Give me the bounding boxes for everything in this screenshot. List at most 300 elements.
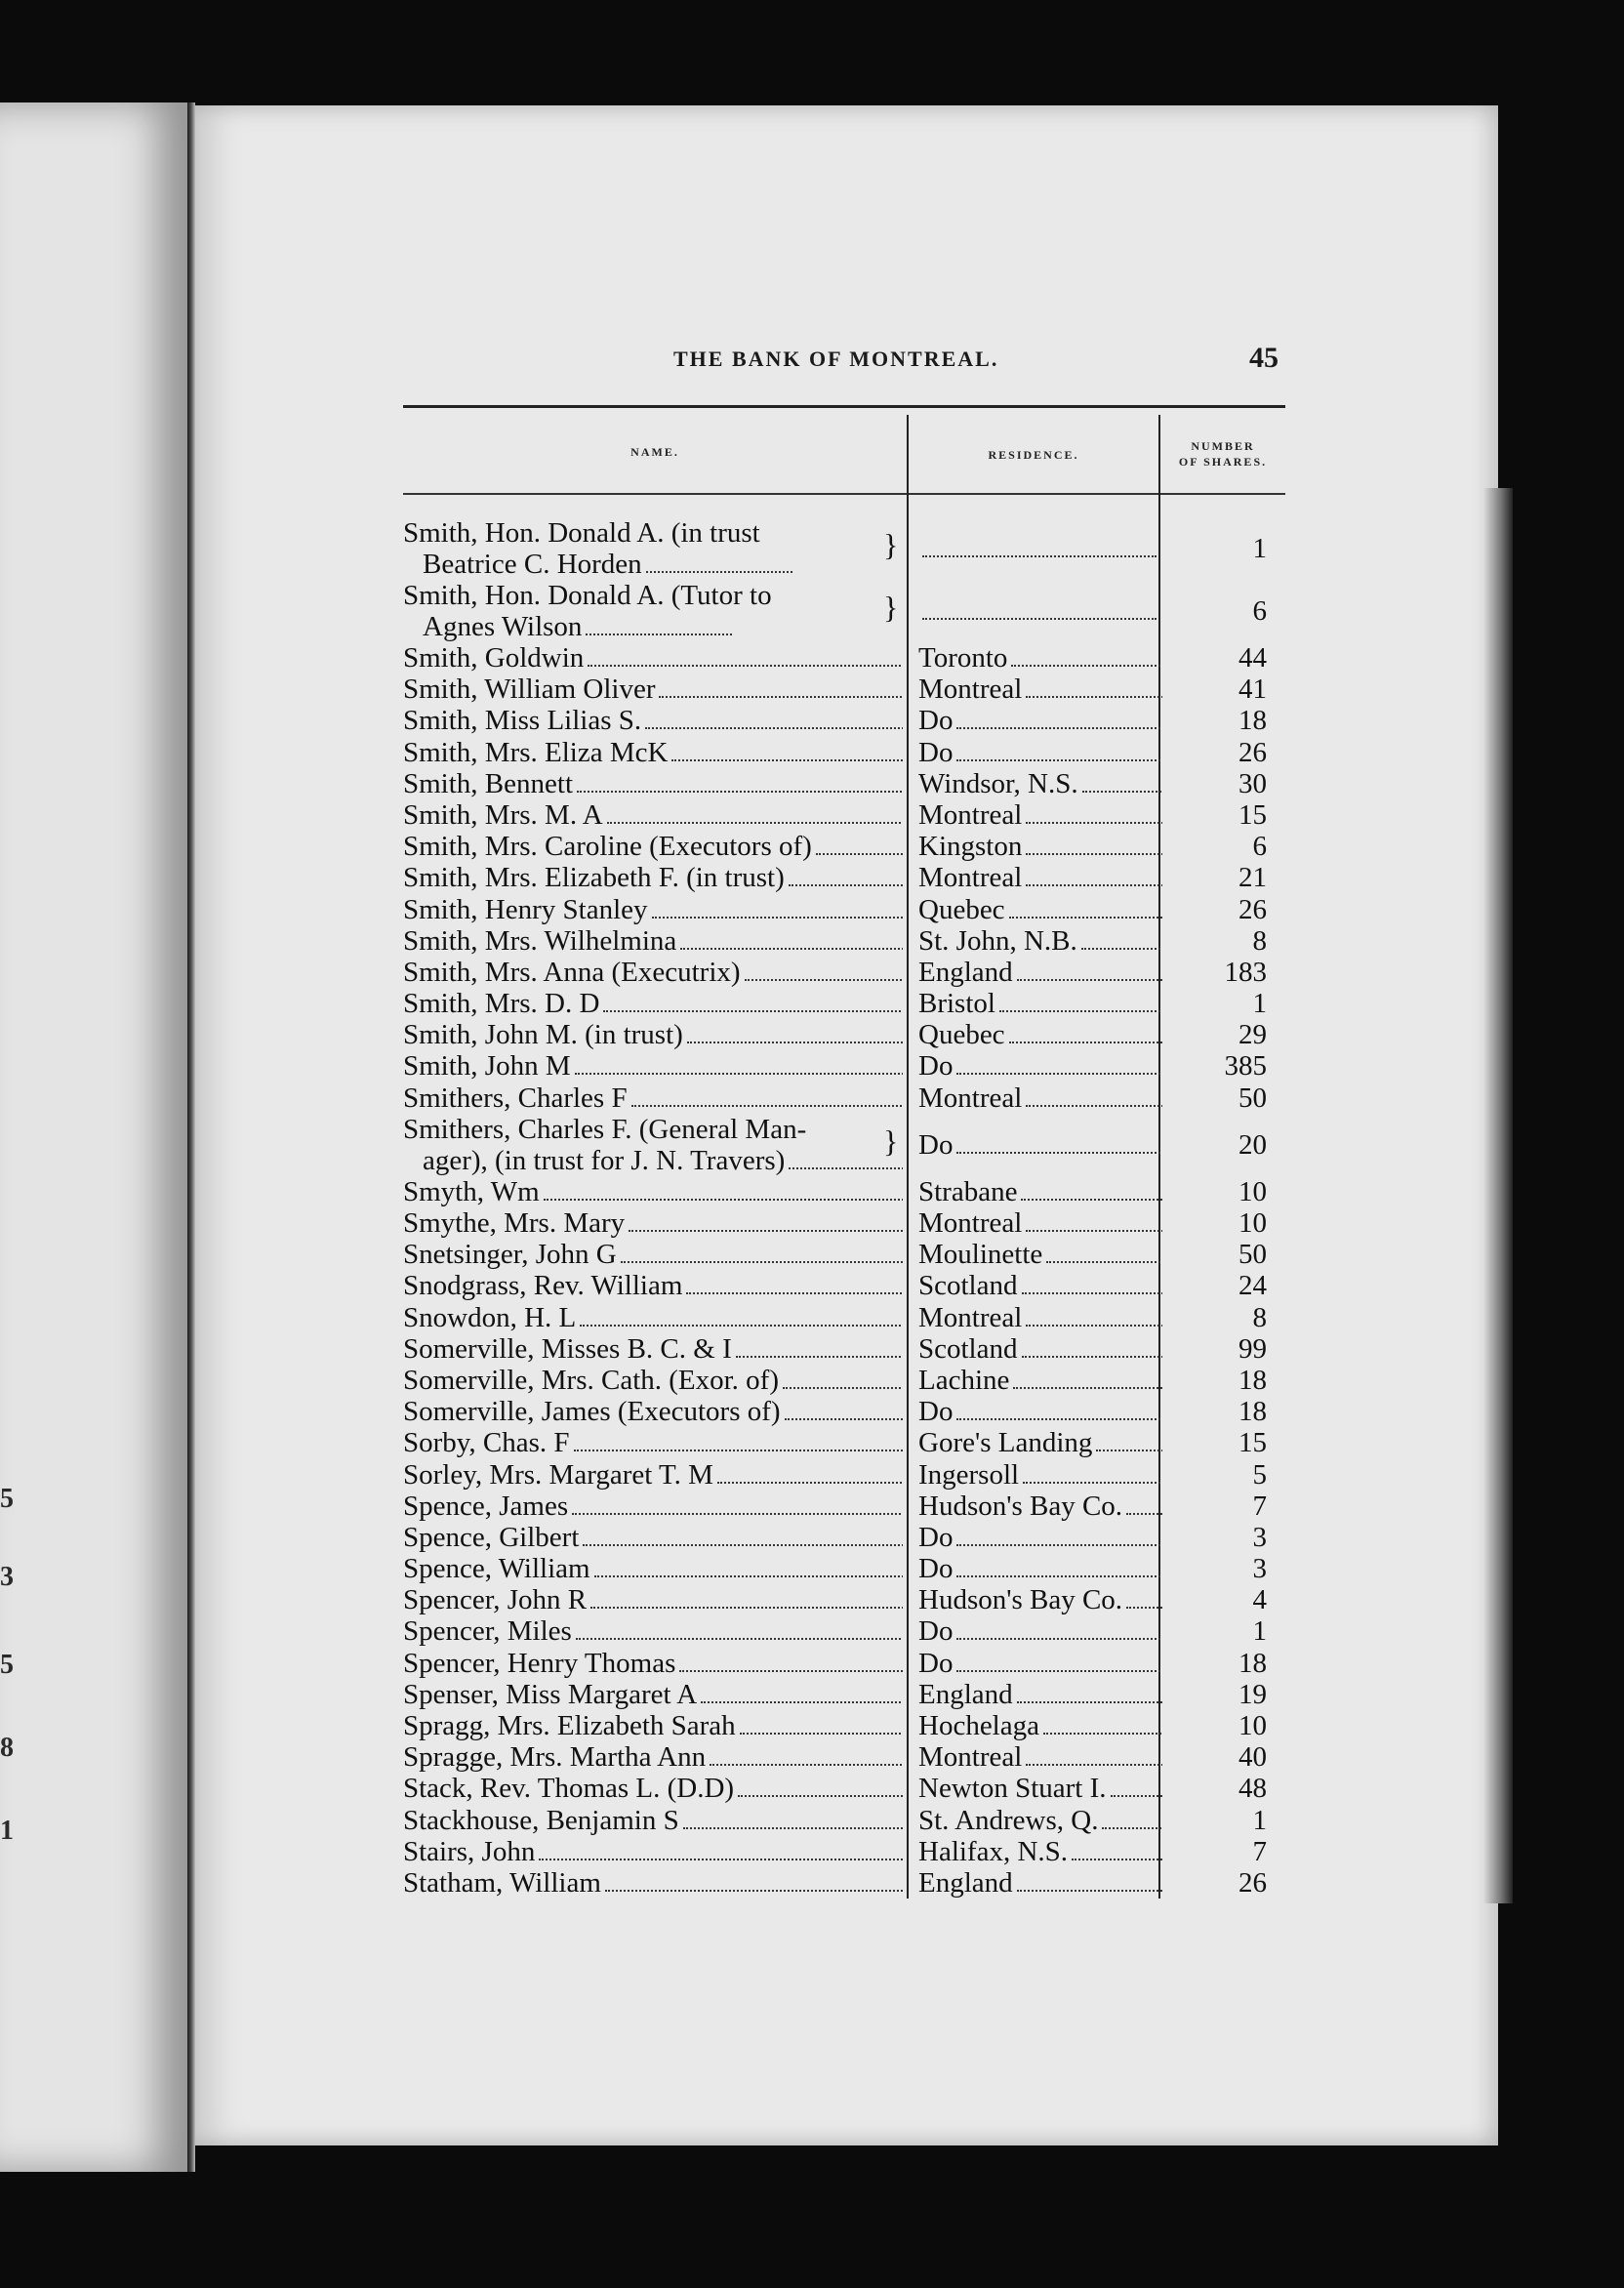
entry-name-cell	[403, 768, 903, 799]
dot-leader	[740, 1729, 903, 1735]
entry-residence: Quebec	[918, 893, 1005, 925]
entry-shares: 26	[1238, 736, 1267, 768]
table-row	[403, 1270, 1285, 1301]
entry-residence: Do	[918, 1615, 954, 1648]
dot-leader	[738, 1791, 903, 1797]
column-header-residence: RESIDENCE.	[988, 448, 1079, 462]
entry-name-cell	[403, 1176, 903, 1207]
entry-residence-cell	[918, 1773, 1162, 1804]
entry-residence: Montreal	[918, 674, 1023, 706]
entry-name-cell	[403, 799, 903, 831]
entry-residence: Do	[918, 1050, 954, 1083]
entry-name-cell	[403, 925, 903, 957]
dot-leader	[679, 1666, 903, 1672]
dot-leader	[1026, 818, 1162, 824]
dot-leader	[683, 1823, 903, 1829]
dot-leader	[1026, 1760, 1162, 1766]
dot-leader	[1111, 1791, 1163, 1797]
entry-name-cell	[403, 517, 903, 580]
entry-shares: 7	[1252, 1490, 1267, 1522]
entry-shares: 1	[1252, 533, 1267, 564]
table-row	[403, 1584, 1285, 1615]
entry-name-cell	[403, 1805, 903, 1836]
brace-icon: }	[883, 1123, 899, 1159]
entry-name: Spencer, Henry Thomas	[403, 1647, 676, 1679]
entry-residence-cell	[918, 1459, 1162, 1491]
dot-leader	[671, 756, 903, 761]
table-row	[403, 1836, 1285, 1867]
entry-shares: 10	[1238, 1207, 1267, 1239]
dot-leader	[956, 1666, 1162, 1672]
table-row	[403, 799, 1285, 831]
entry-name-cell	[403, 1648, 903, 1679]
table-row	[403, 1553, 1285, 1584]
table-row	[403, 1773, 1285, 1804]
dot-leader	[1096, 1446, 1162, 1451]
dot-leader	[607, 818, 903, 824]
table-row	[403, 1805, 1285, 1836]
entry-name-cell	[403, 1459, 903, 1491]
entry-residence: Windsor, N.S.	[918, 767, 1078, 799]
header-rule	[403, 405, 1285, 408]
dot-leader	[631, 1101, 903, 1107]
entry-name-cell	[403, 894, 903, 925]
entry-shares: 29	[1238, 1019, 1267, 1051]
table-row	[403, 1867, 1285, 1899]
dot-leader	[1126, 1509, 1162, 1515]
entry-name-cell	[403, 1553, 903, 1584]
dot-leader	[956, 1069, 1162, 1075]
entry-shares: 18	[1238, 1364, 1267, 1396]
brace-icon: }	[883, 590, 899, 625]
table-row	[403, 1679, 1285, 1710]
entry-name-cell	[403, 1239, 903, 1270]
entry-name-cell	[403, 1679, 903, 1710]
dot-leader	[645, 723, 903, 729]
entry-name: Spencer, Miles	[403, 1615, 572, 1648]
dot-leader	[717, 1478, 903, 1484]
dot-leader	[621, 1257, 903, 1263]
dot-leader	[956, 1634, 1162, 1640]
entry-residence: Kingston	[918, 831, 1023, 863]
dot-leader	[1046, 1257, 1162, 1263]
shareholder-list	[403, 517, 1285, 1899]
dot-leader	[1026, 692, 1162, 698]
dot-leader	[1026, 849, 1162, 855]
table-row	[403, 1207, 1285, 1239]
entry-shares: 26	[1238, 893, 1267, 925]
entry-residence: Quebec	[918, 1019, 1005, 1051]
table-row	[403, 705, 1285, 736]
dot-leader	[590, 1603, 903, 1609]
entry-shares: 4	[1252, 1584, 1267, 1616]
dot-leader	[594, 1572, 903, 1577]
entry-shares: 44	[1238, 642, 1267, 674]
entry-name-cell	[403, 1083, 903, 1114]
table-row	[403, 1019, 1285, 1050]
entry-residence-cell	[918, 595, 1162, 627]
entry-name-continuation: Beatrice C. Horden	[423, 549, 642, 580]
entry-name-cell	[403, 862, 903, 893]
entry-name-cell	[403, 1333, 903, 1365]
column-header-shares-line2: OF SHARES.	[1178, 455, 1268, 469]
entry-name-cell	[403, 1365, 903, 1396]
dot-leader	[586, 630, 732, 635]
left-margin-digit: 1	[0, 1816, 14, 1846]
entry-residence-cell	[918, 1836, 1162, 1867]
entry-shares: 5	[1252, 1458, 1267, 1491]
table-row	[403, 768, 1285, 799]
entry-residence-cell	[918, 1805, 1162, 1836]
entry-name: Smith, John M	[403, 1050, 571, 1083]
entry-shares: 6	[1252, 595, 1267, 627]
left-margin-digit: 8	[0, 1733, 14, 1763]
table-row	[403, 1491, 1285, 1522]
entry-name: Smith, Mrs. Eliza McK	[403, 736, 669, 768]
entry-residence-cell	[918, 1553, 1162, 1584]
entry-residence: Hudson's Bay Co.	[918, 1584, 1123, 1616]
entry-residence-cell	[918, 1648, 1162, 1679]
entry-residence: Gore's Landing	[918, 1427, 1093, 1459]
page-edge	[1483, 488, 1513, 1903]
dot-leader	[572, 1509, 903, 1515]
table-row	[403, 1050, 1285, 1082]
entry-residence-cell	[918, 1741, 1162, 1773]
entry-name: Spragg, Mrs. Elizabeth Sarah	[403, 1710, 736, 1741]
dot-leader	[646, 567, 792, 573]
entry-name-cell	[403, 1491, 903, 1522]
entry-name-cell	[403, 957, 903, 988]
entry-name: Spenser, Miss Margaret A	[403, 1678, 698, 1710]
entry-name: Snetsinger, John G	[403, 1239, 617, 1271]
left-page-fragment	[0, 102, 187, 2172]
entry-shares: 19	[1238, 1678, 1267, 1710]
table-row	[403, 1710, 1285, 1741]
entry-residence-cell	[918, 894, 1162, 925]
entry-name-cell	[403, 1427, 903, 1458]
entry-shares: 183	[1224, 956, 1267, 988]
entry-residence: Montreal	[918, 1741, 1023, 1774]
entry-name: Smith, John M. (in trust)	[403, 1019, 683, 1051]
entry-name-cell	[403, 1522, 903, 1553]
entry-name-cell	[403, 1584, 903, 1615]
entry-shares: 1	[1252, 1615, 1267, 1648]
dot-leader	[686, 1288, 903, 1294]
entry-residence: Montreal	[918, 1207, 1023, 1239]
entry-name-cell	[403, 1867, 903, 1899]
entry-residence-cell	[918, 1333, 1162, 1365]
dot-leader	[1017, 975, 1162, 981]
entry-shares: 20	[1238, 1128, 1267, 1161]
entry-residence-cell	[918, 1207, 1162, 1239]
entry-residence-cell	[918, 1396, 1162, 1427]
dot-leader	[1026, 1226, 1162, 1232]
entry-name-cell	[403, 1396, 903, 1427]
dot-leader	[1026, 1321, 1162, 1327]
dot-leader	[789, 1164, 903, 1169]
entry-residence-cell	[918, 1239, 1162, 1270]
entry-residence: Bristol	[918, 988, 995, 1020]
entry-name: Spence, Gilbert	[403, 1521, 580, 1553]
table-row	[403, 894, 1285, 925]
entry-name-cell	[403, 1615, 903, 1647]
table-row	[403, 1396, 1285, 1427]
entry-residence: Montreal	[918, 1082, 1023, 1114]
entry-name: Spragge, Mrs. Martha Ann	[403, 1741, 707, 1774]
dot-leader	[816, 849, 903, 855]
entry-name: Spencer, John R	[403, 1584, 588, 1616]
dot-leader	[575, 1069, 903, 1075]
entry-shares: 40	[1238, 1741, 1267, 1774]
dot-leader	[956, 1572, 1162, 1577]
dot-leader	[539, 1855, 903, 1860]
column-header-shares-line1: NUMBER	[1191, 439, 1255, 453]
entry-residence-cell	[918, 1302, 1162, 1333]
dot-leader	[680, 944, 903, 950]
entry-name-continuation-wrap	[423, 611, 732, 642]
dot-leader	[652, 913, 903, 919]
entry-shares: 15	[1238, 1427, 1267, 1459]
entry-residence: Scotland	[918, 1270, 1018, 1302]
dot-leader	[583, 1540, 903, 1546]
entry-shares: 10	[1238, 1175, 1267, 1207]
table-row	[403, 674, 1285, 705]
entry-residence: Do	[918, 1521, 954, 1553]
dot-leader	[922, 552, 1157, 557]
dot-leader	[789, 880, 903, 886]
entry-shares: 3	[1252, 1521, 1267, 1553]
dot-leader	[783, 1383, 903, 1389]
entry-shares: 50	[1238, 1082, 1267, 1114]
entry-shares: 7	[1252, 1835, 1267, 1867]
entry-name: Smith, Mrs. Anna (Executrix)	[403, 956, 741, 988]
dot-leader	[1021, 1195, 1162, 1201]
entry-name-cell	[403, 1114, 903, 1176]
dot-leader	[576, 1634, 903, 1640]
table-row	[403, 1365, 1285, 1396]
dot-leader	[1009, 1038, 1162, 1043]
entry-name: Smithers, Charles F	[403, 1082, 628, 1114]
entry-name-cell	[403, 988, 903, 1019]
entry-residence-cell	[918, 1615, 1162, 1647]
entry-name: Smith, Bennett	[403, 767, 573, 799]
entry-residence-cell	[918, 831, 1162, 862]
entry-residence-cell	[918, 862, 1162, 893]
entry-name-cell	[403, 737, 903, 768]
entry-residence: England	[918, 956, 1013, 988]
entry-shares: 6	[1252, 831, 1267, 863]
page-number: 45	[1249, 342, 1279, 374]
entry-name: Smyth, Wm	[403, 1175, 540, 1207]
entry-name: Snowdon, H. L	[403, 1301, 577, 1333]
entry-name: Smith, Mrs. Elizabeth F. (in trust)	[403, 862, 785, 894]
entry-residence: Moulinette	[918, 1239, 1043, 1271]
entry-name-cell	[403, 1836, 903, 1867]
entry-name-cell	[403, 1710, 903, 1741]
entry-residence: Montreal	[918, 798, 1023, 831]
entry-residence-cell	[918, 705, 1162, 736]
entry-shares: 18	[1238, 1396, 1267, 1428]
entry-residence: Do	[918, 1647, 954, 1679]
entry-name-cell	[403, 831, 903, 862]
left-margin-digit: 5	[0, 1650, 14, 1680]
entry-residence: Hudson's Bay Co.	[918, 1490, 1123, 1522]
dot-leader	[1082, 787, 1162, 793]
table-row	[403, 642, 1285, 674]
entry-name: Somerville, Misses B. C. & I	[403, 1332, 732, 1365]
entry-name: Smith, Mrs. Wilhelmina	[403, 924, 677, 957]
entry-residence: Do	[918, 1128, 954, 1161]
entry-residence-cell	[918, 1270, 1162, 1301]
entry-shares: 26	[1238, 1866, 1267, 1899]
dot-leader	[1043, 1729, 1162, 1735]
entry-name: Smythe, Mrs. Mary	[403, 1207, 626, 1239]
dot-leader	[574, 1446, 903, 1451]
dot-leader	[1022, 1352, 1163, 1358]
entry-shares: 10	[1238, 1710, 1267, 1741]
entry-name-cell	[403, 1050, 903, 1082]
table-row	[403, 1302, 1285, 1333]
entry-name: Snodgrass, Rev. William	[403, 1270, 683, 1302]
entry-residence: Newton Stuart I.	[918, 1773, 1107, 1805]
entry-shares: 48	[1238, 1773, 1267, 1805]
dot-leader	[1023, 1478, 1162, 1484]
table-row	[403, 1522, 1285, 1553]
entry-residence: England	[918, 1866, 1013, 1899]
entry-name-continuation-wrap	[423, 549, 792, 580]
dot-leader	[1009, 913, 1162, 919]
entry-residence: Halifax, N.S.	[918, 1835, 1069, 1867]
entry-name: Somerville, Mrs. Cath. (Exor. of)	[403, 1364, 780, 1396]
entry-residence-cell	[918, 1867, 1162, 1899]
entry-name: Smith, Goldwin	[403, 642, 585, 674]
entry-name-cell	[403, 705, 903, 736]
table-row	[403, 737, 1285, 768]
entry-name: Stairs, John	[403, 1835, 536, 1867]
entry-shares: 8	[1252, 1301, 1267, 1333]
entry-residence: St. John, N.B.	[918, 924, 1077, 957]
left-margin-digit: 5	[0, 1484, 14, 1514]
entry-name-cell	[403, 674, 903, 705]
left-margin-digit: 3	[0, 1562, 14, 1592]
dot-leader	[603, 1006, 903, 1012]
entry-name: Smith, Mrs. M. A	[403, 798, 603, 831]
entry-residence-cell	[918, 1427, 1162, 1458]
entry-name-cell	[403, 1019, 903, 1050]
dot-leader	[1013, 1383, 1162, 1389]
entry-name-cell	[403, 1773, 903, 1804]
entry-residence: England	[918, 1678, 1013, 1710]
entry-name: Stack, Rev. Thomas L. (D.D)	[403, 1773, 735, 1805]
entry-name-cell	[403, 1741, 903, 1773]
entry-residence-cell	[918, 1050, 1162, 1082]
entry-shares: 30	[1238, 767, 1267, 799]
column-header-shares	[1160, 438, 1285, 470]
entry-shares: 1	[1252, 1804, 1267, 1836]
entry-name-continuation: Agnes Wilson	[423, 611, 583, 642]
column-header-name: NAME.	[630, 445, 679, 459]
dot-leader	[659, 692, 903, 698]
table-row	[403, 1648, 1285, 1679]
dot-leader	[956, 1414, 1162, 1420]
table-row	[403, 831, 1285, 862]
entry-residence: Do	[918, 736, 954, 768]
dot-leader	[1017, 1697, 1162, 1703]
entry-shares: 1	[1252, 988, 1267, 1020]
table-row	[403, 517, 1285, 580]
entry-residence-cell	[918, 1365, 1162, 1396]
entry-residence: Strabane	[918, 1175, 1018, 1207]
dot-leader	[1126, 1603, 1162, 1609]
page-header-title: THE BANK OF MONTREAL.	[673, 347, 999, 371]
entry-residence-cell	[918, 1491, 1162, 1522]
book-gutter	[187, 102, 195, 2172]
entry-residence: Ingersoll	[918, 1458, 1020, 1491]
entry-residence-cell	[918, 1679, 1162, 1710]
entry-shares: 24	[1238, 1270, 1267, 1302]
entry-residence-cell	[918, 674, 1162, 705]
entry-residence: St. Andrews, Q.	[918, 1804, 1099, 1836]
dot-leader	[922, 614, 1157, 620]
entry-shares: 18	[1238, 705, 1267, 737]
dot-leader	[736, 1352, 903, 1358]
entry-name: Sorley, Mrs. Margaret T. M	[403, 1458, 713, 1491]
entry-residence-cell	[918, 1176, 1162, 1207]
entry-residence: Lachine	[918, 1364, 1010, 1396]
entry-name: Spence, William	[403, 1553, 590, 1585]
entry-residence: Do	[918, 1553, 954, 1585]
table-row	[403, 1176, 1285, 1207]
dot-leader	[544, 1195, 903, 1201]
entry-name: Sorby, Chas. F	[403, 1427, 570, 1459]
entry-name: Spence, James	[403, 1490, 569, 1522]
table-row	[403, 1615, 1285, 1647]
entry-residence-cell	[918, 737, 1162, 768]
entry-name-cell	[403, 580, 903, 642]
entry-residence-cell	[918, 1083, 1162, 1114]
dot-leader	[580, 1321, 903, 1327]
entry-shares: 50	[1238, 1239, 1267, 1271]
dot-leader	[956, 1540, 1162, 1546]
table-row	[403, 1114, 1285, 1176]
entry-residence: Montreal	[918, 862, 1023, 894]
dot-leader	[999, 1006, 1162, 1012]
entry-name: Smith, Mrs. D. D	[403, 988, 600, 1020]
entry-name-continuation: ager), (in trust for J. N. Travers)	[423, 1144, 786, 1176]
entry-name-cell	[403, 642, 903, 674]
entry-residence-cell	[918, 768, 1162, 799]
entry-residence-cell	[918, 988, 1162, 1019]
entry-shares: 18	[1238, 1647, 1267, 1679]
entry-shares: 41	[1238, 674, 1267, 706]
entry-residence: Do	[918, 705, 954, 737]
entry-residence: Hochelaga	[918, 1710, 1039, 1741]
table-row	[403, 1741, 1285, 1773]
table-row	[403, 957, 1285, 988]
entry-residence-cell	[918, 1019, 1162, 1050]
entry-residence: Do	[918, 1396, 954, 1428]
entry-name-continuation-wrap	[423, 1145, 903, 1176]
entry-name: Smith, Hon. Donald A. (Tutor to	[403, 580, 772, 611]
entry-residence-cell	[918, 1522, 1162, 1553]
dot-leader	[956, 756, 1162, 761]
entry-residence: Montreal	[918, 1301, 1023, 1333]
dot-leader	[785, 1414, 903, 1420]
entry-residence-cell	[918, 1129, 1162, 1161]
dot-leader	[956, 723, 1162, 729]
dot-leader	[701, 1697, 903, 1703]
dot-leader	[1081, 944, 1162, 950]
